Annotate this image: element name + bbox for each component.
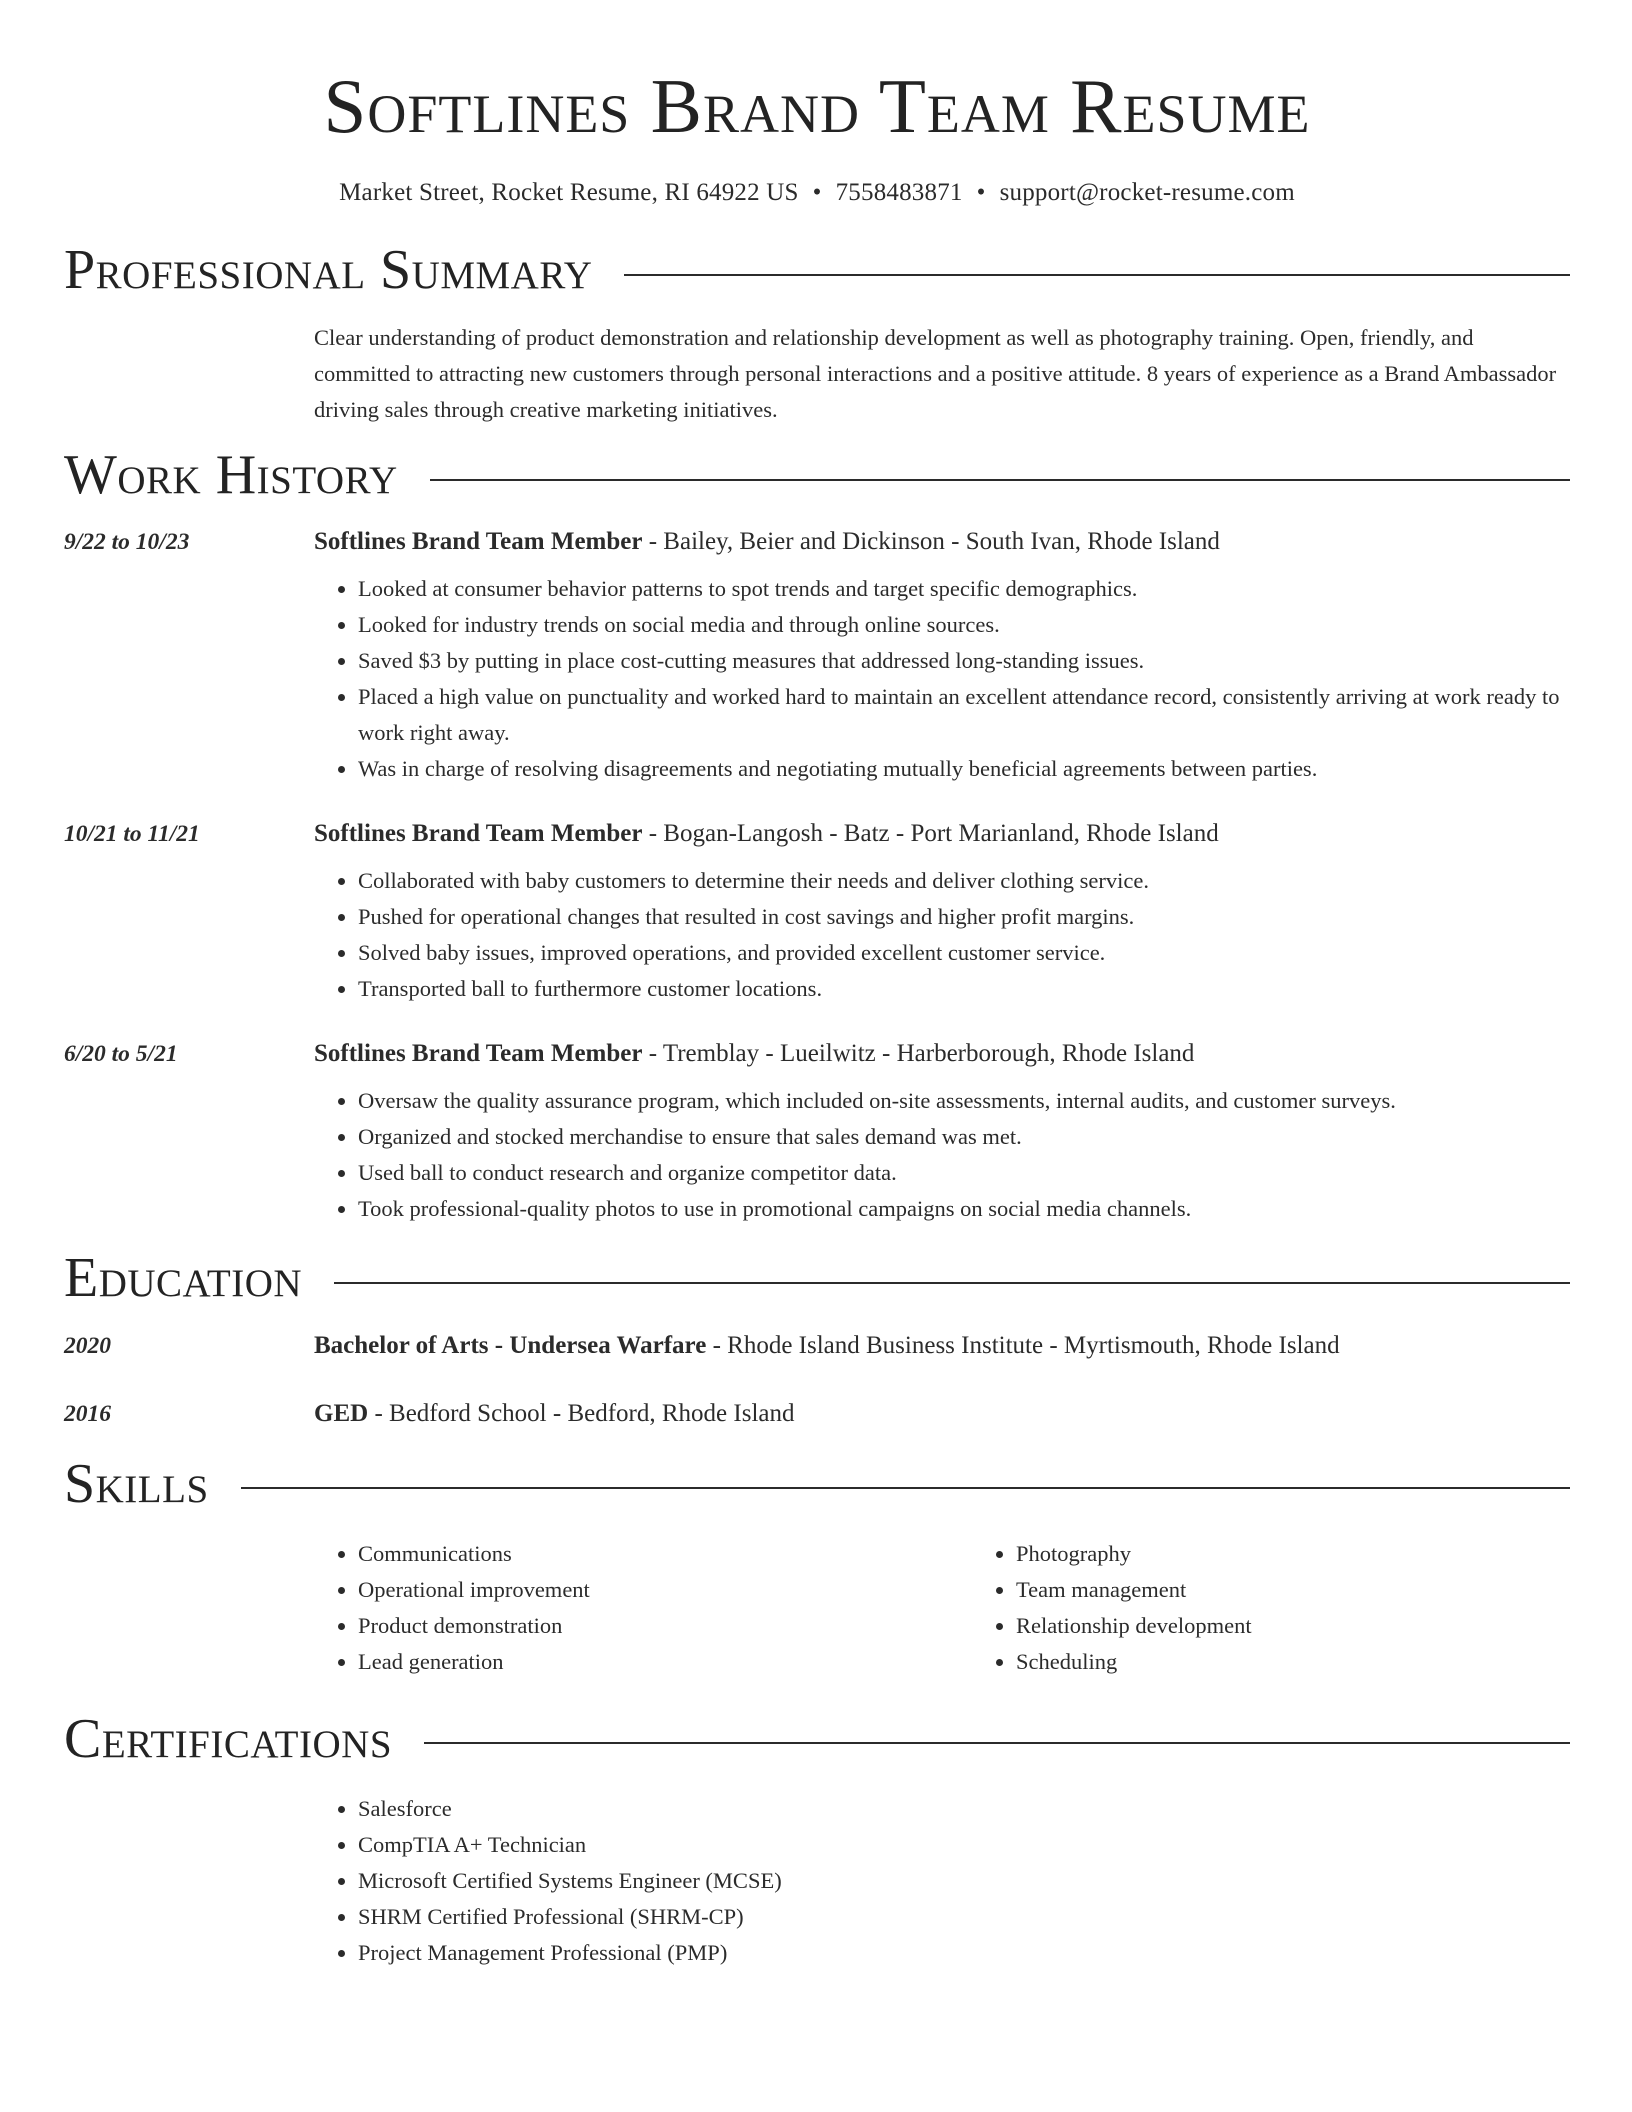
skills-list-left <box>314 1536 972 1680</box>
skills-columns <box>314 1536 1570 1680</box>
job-bullets <box>314 1083 1570 1227</box>
job-heading <box>314 525 1570 559</box>
section-rule <box>334 1282 1570 1284</box>
job-details: - Bogan-Langosh - Batz - Port Marianland, Rhode Island <box>642 820 1219 848</box>
job-details: - Bailey, Beier and Dickinson - South Ivan, Rhode Island <box>642 528 1220 556</box>
education-year: 2020 <box>64 1332 111 1359</box>
contact-email: support@rocket-resume.com <box>999 179 1295 206</box>
job-entry <box>64 525 1570 787</box>
job-title: Softlines Brand Team Member <box>314 528 643 556</box>
skills-header <box>64 1451 1570 1518</box>
list-item: • Lead generation <box>358 1644 972 1680</box>
list-item: • Solved baby issues, improved operations, and provided excellent customer service. <box>358 935 1570 971</box>
section-rule <box>430 479 1570 481</box>
job-details: - Tremblay - Lueilwitz - Harberborough, Rhode Island <box>642 1040 1195 1068</box>
job-dates: 6/20 to 5/21 <box>64 1041 178 1068</box>
list-item: • Transported ball to furthermore customer locations. <box>358 971 1570 1007</box>
section-rule <box>624 274 1570 276</box>
certifications-list <box>314 1791 1570 1971</box>
list-item: • Looked for industry trends on social media and through online sources. <box>358 607 1570 643</box>
section-rule <box>424 1742 1570 1744</box>
list-item: • Organized and stocked merchandise to ensure that sales demand was met. <box>358 1119 1570 1155</box>
contact-address: Market Street, Rocket Resume, RI 64922 US <box>339 179 799 206</box>
education-heading <box>314 1329 1570 1363</box>
education-section <box>64 1245 1570 1430</box>
list-item: • Microsoft Certified Systems Engineer (MCSE) <box>358 1863 1570 1899</box>
section-heading: Professional Summary <box>64 239 593 301</box>
list-item: • Collaborated with baby customers to determine their needs and deliver clothing service. <box>358 863 1570 899</box>
education-degree: Bachelor of Arts - Undersea Warfare <box>314 1331 707 1359</box>
job-dates: 9/22 to 10/23 <box>64 529 190 556</box>
summary-text: Clear understanding of product demonstration and relationship development as well as photography training. Open, friendly, and committed to attracting new customers through personal interactions and a positive attitude. 8 years of experience as a Brand Ambassador driving sales through creative marketing initiatives. <box>314 325 1557 423</box>
resume-title: Softlines Brand Team Resume <box>323 63 1311 149</box>
certifications-header <box>64 1706 1570 1773</box>
section-rule <box>241 1487 1570 1489</box>
list-item: • Took professional-quality photos to use in promotional campaigns on social media channels. <box>358 1191 1570 1227</box>
list-item: • Salesforce <box>358 1791 1570 1827</box>
job-bullets <box>314 863 1570 1007</box>
list-item: • Used ball to conduct research and organize competitor data. <box>358 1155 1570 1191</box>
work-header <box>64 442 1570 509</box>
education-header <box>64 1245 1570 1312</box>
education-heading <box>314 1397 1570 1431</box>
job-title: Softlines Brand Team Member <box>314 1040 643 1068</box>
skills-list-right <box>972 1536 1630 1680</box>
list-item: • Placed a high value on punctuality and worked hard to maintain an excellent attendance record, consistently arriving at work ready to work right away. <box>358 679 1570 751</box>
job-dates: 10/21 to 11/21 <box>64 821 200 848</box>
contact-separator: • <box>976 179 986 206</box>
list-item: • SHRM Certified Professional (SHRM-CP) <box>358 1899 1570 1935</box>
job-body <box>314 817 1570 1007</box>
education-degree: GED <box>314 1399 369 1427</box>
summary-header <box>64 237 1570 304</box>
education-details: - Bedford School - Bedford, Rhode Island <box>368 1399 795 1427</box>
job-heading <box>314 817 1570 851</box>
education-year: 2016 <box>64 1400 111 1427</box>
section-heading: Work History <box>64 444 398 507</box>
list-item: • Project Management Professional (PMP) <box>358 1935 1570 1971</box>
certifications-list-wrap <box>314 1791 1570 1971</box>
certifications-section <box>64 1706 1570 1971</box>
list-item: • Pushed for operational changes that resulted in cost savings and higher profit margins. <box>358 899 1570 935</box>
list-item: • Saved $3 by putting in place cost-cutting measures that addressed long-standing issues. <box>358 643 1570 679</box>
list-item: • Communications <box>358 1536 972 1572</box>
list-item: • Scheduling <box>1016 1644 1630 1680</box>
job-body <box>314 525 1570 787</box>
education-entry <box>64 1329 1570 1363</box>
list-item: • Was in charge of resolving disagreements and negotiating mutually beneficial agreements between parties. <box>358 751 1570 787</box>
section-heading: Education <box>64 1247 303 1310</box>
section-heading: Certifications <box>64 1707 393 1770</box>
section-heading: Skills <box>64 1452 209 1515</box>
education-entry <box>64 1397 1570 1431</box>
skills-section <box>64 1451 1570 1680</box>
list-item: • Product demonstration <box>358 1608 972 1644</box>
job-entry <box>64 1037 1570 1227</box>
contact-phone: 7558483871 <box>835 179 963 206</box>
contact-separator: • <box>812 179 822 206</box>
work-section <box>64 442 1570 1227</box>
list-item: • Team management <box>1016 1572 1630 1608</box>
list-item: • CompTIA A+ Technician <box>358 1827 1570 1863</box>
job-body <box>314 1037 1570 1227</box>
job-title: Softlines Brand Team Member <box>314 820 643 848</box>
education-details: - Rhode Island Business Institute - Myrtismouth, Rhode Island <box>706 1331 1340 1359</box>
job-bullets <box>314 571 1570 787</box>
job-heading <box>314 1037 1570 1071</box>
list-item: • Looked at consumer behavior patterns to spot trends and target specific demographics. <box>358 571 1570 607</box>
list-item: • Photography <box>1016 1536 1630 1572</box>
job-entry <box>64 817 1570 1007</box>
contact-line <box>64 179 1570 207</box>
list-item: • Oversaw the quality assurance program, which included on-site assessments, internal audits, and customer surveys. <box>358 1083 1570 1119</box>
summary-section <box>64 237 1570 428</box>
list-item: • Relationship development <box>1016 1608 1630 1644</box>
list-item: • Operational improvement <box>358 1572 972 1608</box>
